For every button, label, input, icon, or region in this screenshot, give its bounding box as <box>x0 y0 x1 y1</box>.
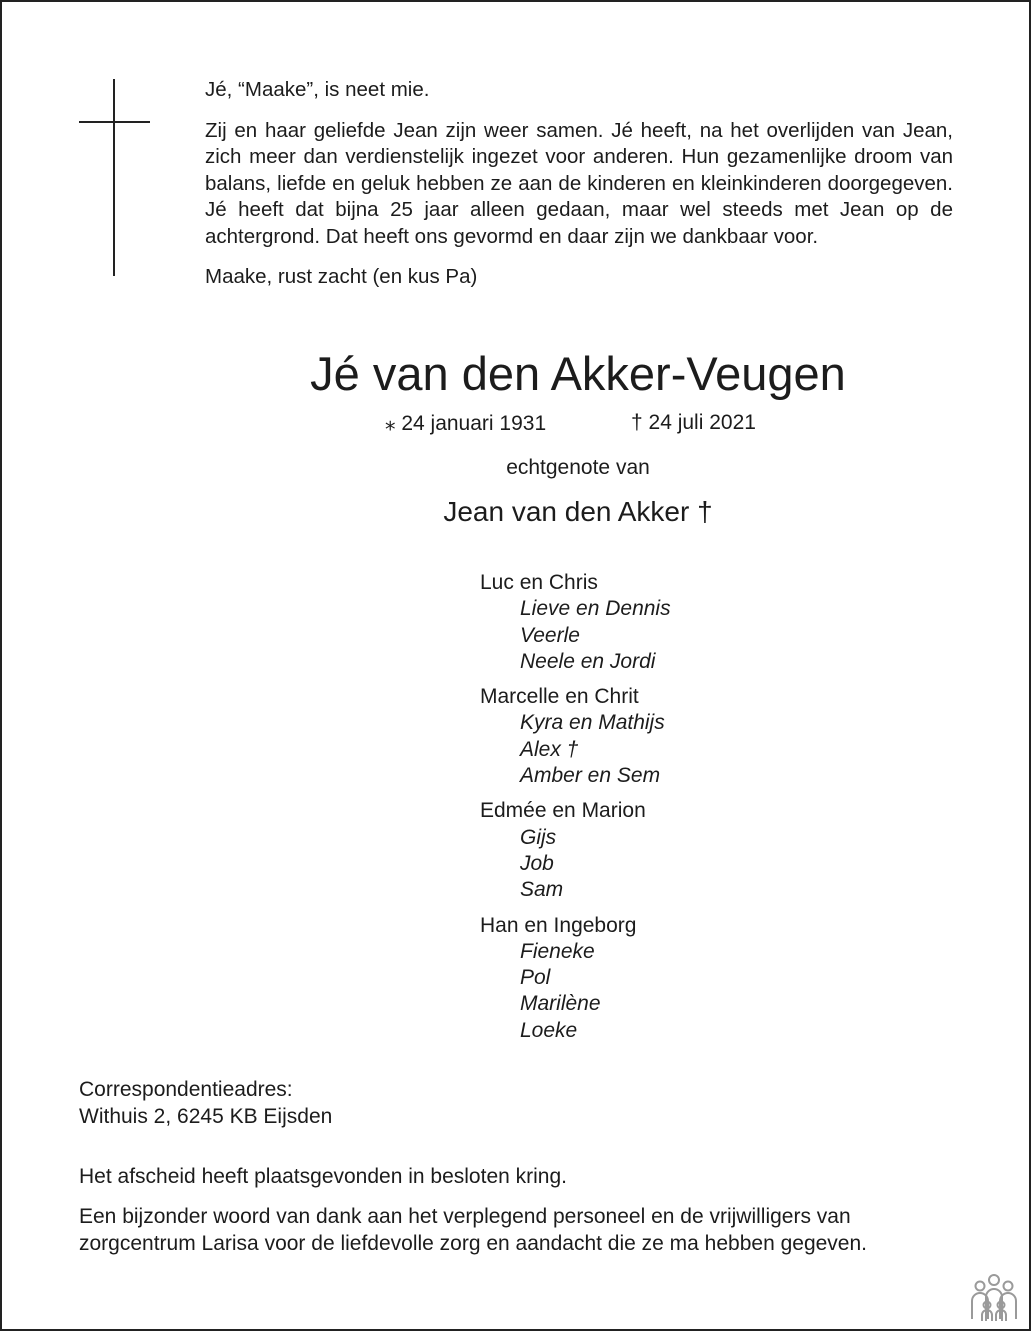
birth-date: ⁎ 24 januari 1931 <box>385 412 547 435</box>
grandchild-names: Alex † <box>520 737 579 761</box>
grandchild-names: Pol <box>520 966 551 990</box>
child-names: Marcelle en Chrit <box>480 685 639 709</box>
closing-line: Het afscheid heeft plaatsgevonden in besloten kring. <box>79 1165 567 1188</box>
intro-line: Jé, “Maake”, is neet mie. <box>205 78 430 101</box>
child-names: Han en Ingeborg <box>480 913 637 937</box>
correspondence-block <box>79 1076 332 1130</box>
intro-paragraph: Zij en haar geliefde Jean zijn weer samen. Jé heeft, na het overlijden van Jean, zich meer dan verdienstelijk ingezet voor anderen. Hun gezamenlijke droom van balans, liefde en geluk hebben ze aan de kinderen en kleinkinderen doorgegeven. Jé heeft dat bijna 25 jaar alleen gedaan, maar wel steeds met Jean op de achtergrond. Dat heeft ons gevormd en daar zijn we dankbaar voor. <box>205 118 953 248</box>
grandchild-names: Neele en Jordi <box>520 649 656 673</box>
closing-thanks: Een bijzonder woord van dank aan het verplegend personeel en de vrijwilligers van zorgcentrum Larisa voor de liefdevolle zorg en aandacht die ze ma hebben gegeven. <box>79 1205 868 1255</box>
family-list <box>480 570 671 1053</box>
grandchild-names: Loeke <box>520 1018 578 1042</box>
correspondence-address: Withuis 2, 6245 KB Eijsden <box>79 1105 333 1128</box>
family-group <box>480 913 671 1044</box>
family-group <box>480 570 671 675</box>
grandchild-names: Kyra en Mathijs <box>520 711 665 735</box>
intro-text <box>205 77 953 291</box>
closing-text <box>79 1163 954 1270</box>
grandchild-names: Gijs <box>520 825 557 849</box>
grandchild-names: Job <box>520 851 554 875</box>
grandchild-names: Fieneke <box>520 939 595 963</box>
grandchild-names: Marilène <box>520 992 601 1016</box>
death-date: † 24 juli 2021 <box>631 411 756 434</box>
cross-vertical-bar <box>113 79 115 276</box>
cross-horizontal-bar <box>79 121 150 123</box>
family-logo-icon <box>969 1271 1019 1323</box>
spouse-label: echtgenote van <box>506 456 650 479</box>
intro-farewell: Maake, rust zacht (en kus Pa) <box>205 265 478 288</box>
family-group <box>480 798 671 903</box>
grandchild-names: Amber en Sem <box>520 764 661 788</box>
deceased-name: Jé van den Akker-Veugen <box>310 347 846 400</box>
spouse-name: Jean van den Akker † <box>443 496 713 527</box>
child-names: Luc en Chris <box>480 571 598 594</box>
correspondence-label: Correspondentieadres: <box>79 1078 293 1101</box>
grandchild-names: Sam <box>520 878 564 902</box>
family-group <box>480 684 671 789</box>
grandchild-names: Lieve en Dennis <box>520 597 671 621</box>
grandchild-names: Veerle <box>520 623 580 647</box>
child-names: Edmée en Marion <box>480 799 646 823</box>
